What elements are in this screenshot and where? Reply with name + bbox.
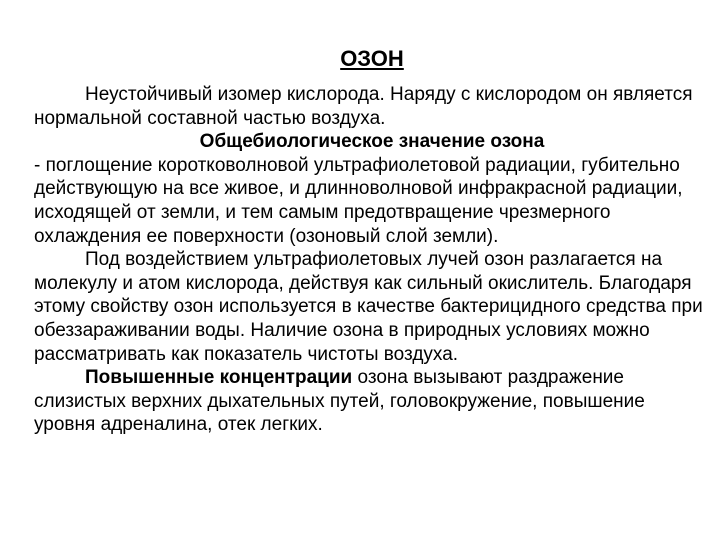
high-concentrations-heading: Повышенные концентрации (85, 367, 353, 389)
paragraph-health-effects (34, 366, 710, 437)
biological-significance-text: - поглощение коротковолновой ультрафиолетовой радиации, губительно действующую на все живое, и длинноволновой инфракрасной радиации, исходящей от земли, и тем самым предотвращение чрезмерного охлаждения ее поверхности (озоновый слой земли). (34, 154, 683, 247)
slide-title: ОЗОН (340, 46, 404, 71)
slide-body (34, 83, 710, 437)
definition-text: Неустойчивый изомер кислорода. Наряду с кислородом он является нормальной составной частью воздуха. (34, 84, 693, 129)
paragraph-definition (34, 83, 710, 248)
paragraph-oxidizer: Под воздействием ультрафиолетовых лучей озон разлагается на молекулу и атом кислорода, действуя как сильный окислитель. Благодаря этому свойству озон используется в качестве бактерицидного средства при обеззараживании воды. Наличие озона в природных условиях можно рассматривать как показатель чистоты воздуха. (34, 249, 703, 365)
health-effects-text: озона вызывают раздражение слизистых верхних дыхательных путей, головокружение, повышение уровня адреналина, отек легких. (34, 367, 645, 436)
biological-significance-heading: Общебиологическое значение озона (199, 131, 545, 153)
